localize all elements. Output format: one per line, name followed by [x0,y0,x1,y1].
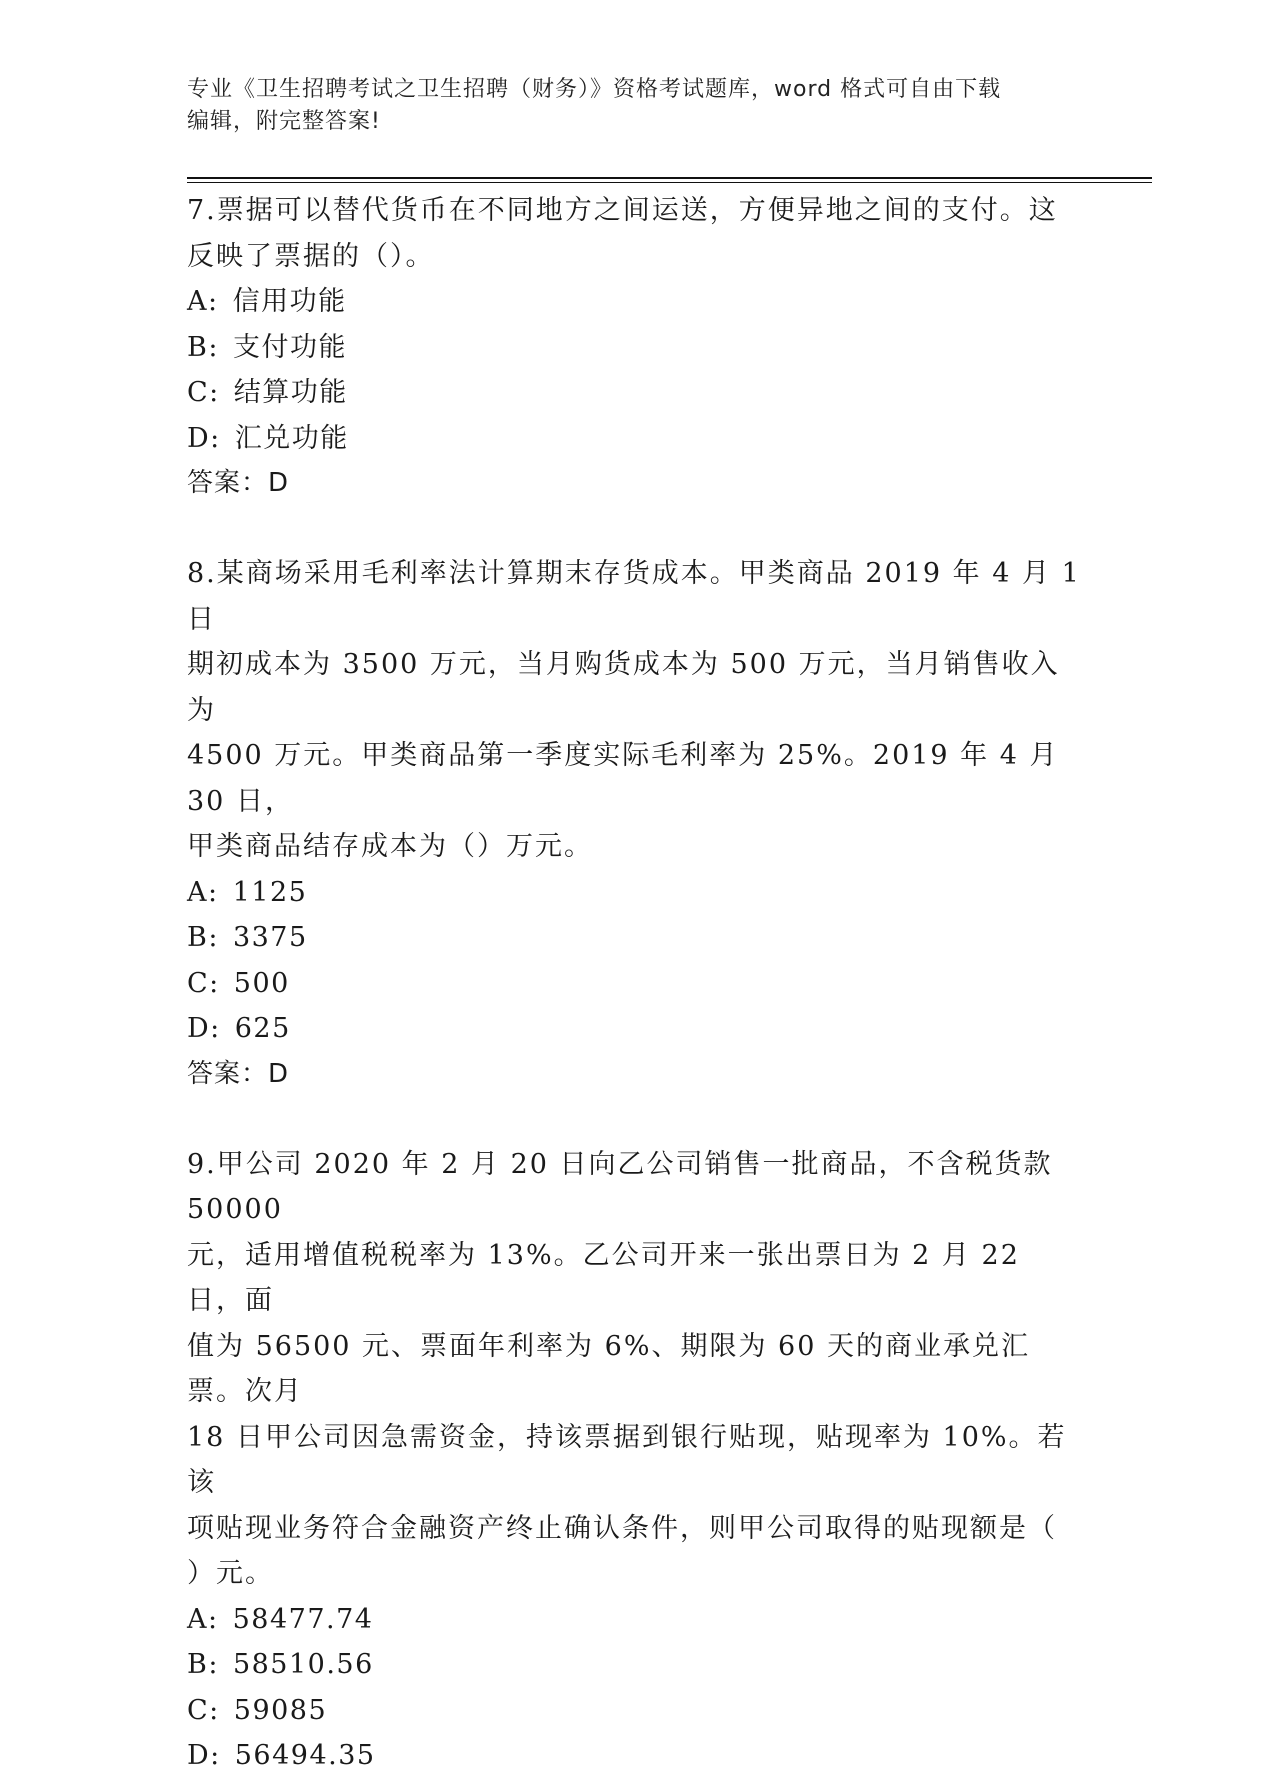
question-8 [187,551,1087,1097]
header-divider-thick [187,177,1152,179]
option-text: 59085 [233,1694,328,1726]
header-line-2: 编辑，附完整答案! [187,109,381,134]
question-stem-line: 反映了票据的（）。 [187,240,435,272]
option-d [187,416,1087,462]
option-text: 58510.56 [232,1649,374,1680]
option-letter: D: [187,1013,221,1044]
question-stem-line: 项贴现业务符合金融资产终止确认条件，则甲公司取得的贴现额是（ [187,1512,1057,1544]
option-c [187,370,1087,416]
option-text: 58477.74 [232,1603,374,1635]
option-b [187,1642,1087,1688]
answer-label: 答案：D [187,1058,290,1089]
option-letter: B: [187,1649,219,1680]
option-text: 3375 [232,922,308,953]
option-c [187,961,1087,1007]
question-7 [187,188,1087,506]
option-b [187,915,1087,961]
option-text: 500 [233,967,290,999]
question-list [187,188,1087,1779]
option-letter: B: [187,331,219,363]
option-a [187,279,1087,325]
answer-label: 答案：D [187,468,290,498]
question-stem-line: 8.某商场采用毛利率法计算期末存货成本。甲类商品 2019 年 4 月 1 日 [187,558,1081,635]
option-text: 支付功能 [232,331,347,363]
question-stem-line: 4500 万元。甲类商品第一季度实际毛利率为 25%。2019 年 4 月 30 日， [187,740,1059,817]
option-text: 1125 [232,876,308,908]
question-stem-line: 值为 56500 元、票面年利率为 6%、期限为 60 天的商业承兑汇票。次月 [187,1330,1030,1407]
header-line-1: 专业《卫生招聘考试之卫生招聘（财务）》资格考试题库，word 格式可自由下载 [187,77,1002,102]
question-9 [187,1142,1087,1779]
question-stem-line: 期初成本为 3500 万元，当月购货成本为 500 万元，当月销售收入为 [187,649,1060,726]
option-letter: A: [187,876,219,908]
option-letter: D: [187,1740,221,1771]
question-stem-line: ）元。 [187,1558,274,1589]
question-stem-line: 元，适用增值税税率为 13%。乙公司开来一张出票日为 2 月 22 日，面 [187,1239,1020,1316]
option-d [187,1006,1087,1052]
option-letter: D: [187,422,221,454]
option-text: 625 [234,1013,291,1044]
question-stem-line: 18 日甲公司因急需资金，持该票据到银行贴现，贴现率为 10%。若该 [187,1421,1067,1498]
question-spacer [187,506,1087,551]
option-letter: C: [187,377,220,408]
option-text: 信用功能 [232,286,347,317]
option-a [187,1597,1087,1643]
question-stem-line: 9.甲公司 2020 年 2 月 20 日向乙公司销售一批商品，不含税货款 50000 [187,1148,1053,1225]
option-letter: A: [187,1603,219,1635]
option-b [187,325,1087,371]
header-divider-thin [187,182,1152,183]
option-letter: C: [187,967,220,999]
option-c [187,1688,1087,1734]
option-letter: A: [187,286,219,317]
question-spacer [187,1097,1087,1142]
document-header [187,74,1067,138]
option-text: 汇兑功能 [234,422,349,454]
option-d [187,1733,1087,1779]
option-letter: B: [187,922,219,953]
option-text: 结算功能 [233,377,348,408]
option-text: 56494.35 [234,1740,376,1771]
option-a [187,870,1087,916]
question-stem-line: 甲类商品结存成本为（）万元。 [187,831,593,862]
option-letter: C: [187,1694,220,1726]
question-stem-line: 7.票据可以替代货币在不同地方之间运送，方便异地之间的支付。这 [187,195,1058,226]
